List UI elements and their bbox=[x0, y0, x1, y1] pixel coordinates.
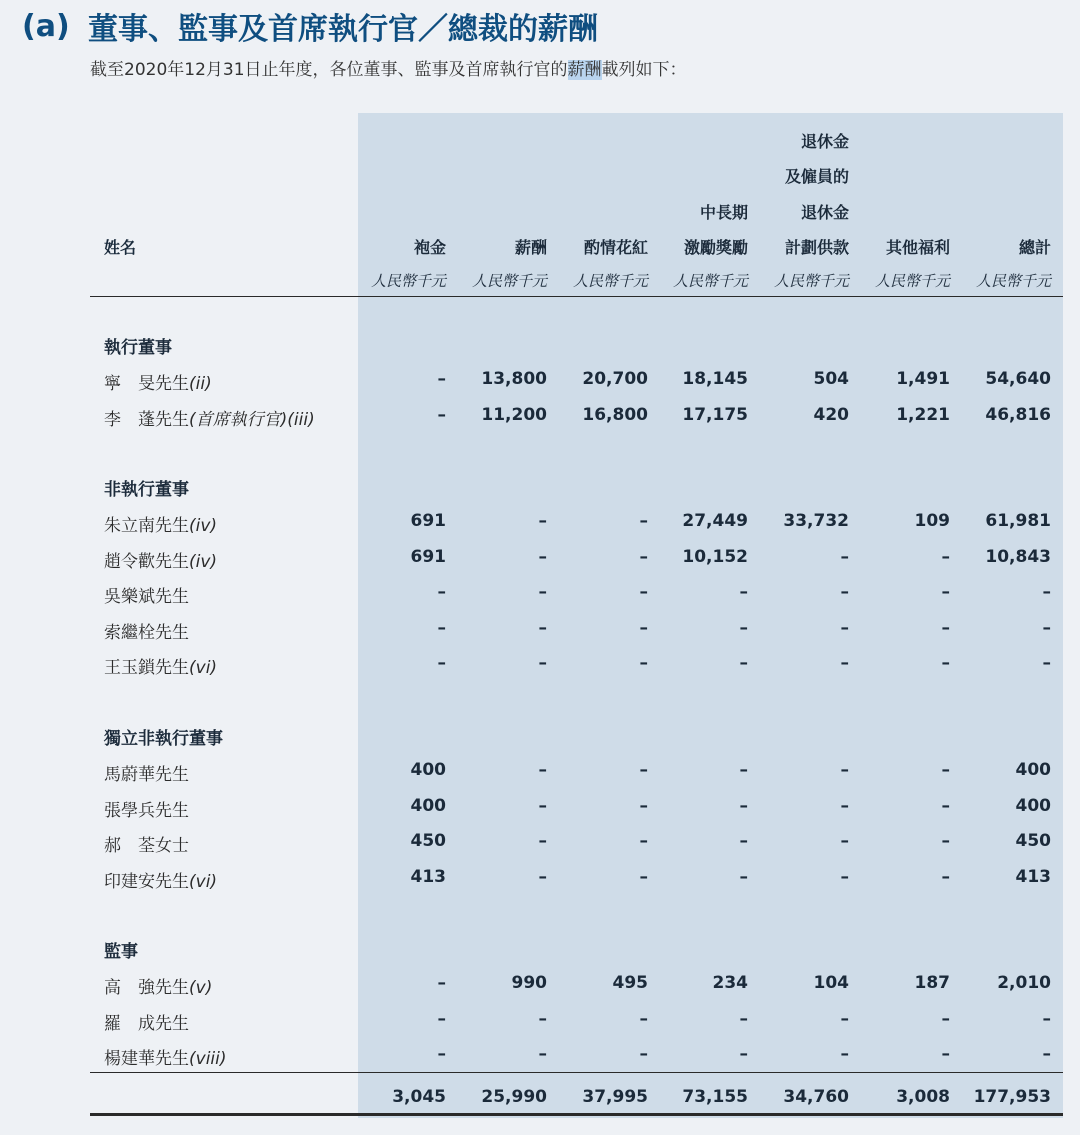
table-cell: – bbox=[739, 1044, 748, 1064]
column-header-line: 中長期 bbox=[699, 202, 748, 222]
table-cell: 109 bbox=[914, 511, 950, 531]
table-cell: 33,732 bbox=[783, 511, 849, 531]
table-row-name bbox=[104, 760, 189, 785]
table-cell: – bbox=[639, 582, 648, 602]
person-name: 寧 旻先生 bbox=[104, 374, 189, 394]
footnote-ref: (v) bbox=[189, 978, 213, 998]
table-cell: – bbox=[538, 582, 547, 602]
table-cell: – bbox=[639, 831, 648, 851]
total-cell: 177,953 bbox=[973, 1087, 1051, 1107]
footnote-ref: (viii) bbox=[189, 1049, 227, 1069]
total-cell: 3,045 bbox=[392, 1087, 446, 1107]
section-title: 非執行董事 bbox=[104, 480, 189, 500]
table-cell: – bbox=[538, 511, 547, 531]
table-cell: – bbox=[941, 582, 950, 602]
table-cell: – bbox=[840, 795, 849, 816]
person-name: 印建安先生 bbox=[104, 871, 189, 892]
table-cell: – bbox=[1042, 1044, 1051, 1064]
subtitle-text-after: 載列如下： bbox=[601, 60, 687, 80]
column-header-line: 退休金 bbox=[800, 202, 849, 222]
subtitle-highlight: 薪酬 bbox=[567, 60, 602, 80]
person-name: 楊建華先生 bbox=[104, 1049, 189, 1069]
total-bottom-rule bbox=[90, 1113, 1063, 1116]
table-cell: – bbox=[437, 1008, 446, 1029]
total-top-rule bbox=[90, 1072, 1063, 1073]
total-cell: 34,760 bbox=[783, 1087, 849, 1107]
table-cell: – bbox=[437, 369, 446, 389]
table-cell: – bbox=[538, 617, 547, 638]
table-row-name bbox=[104, 369, 212, 394]
table-row-name bbox=[104, 1009, 189, 1034]
table-cell: – bbox=[639, 653, 648, 673]
table-cell: – bbox=[538, 653, 547, 673]
table-cell: – bbox=[437, 973, 446, 993]
person-name: 張學兵先生 bbox=[104, 800, 189, 821]
column-header-line: 計劃供款 bbox=[784, 238, 849, 257]
table-cell: – bbox=[1042, 1008, 1051, 1029]
column-header-line: 及僱員的 bbox=[784, 167, 849, 186]
table-cell: 450 bbox=[1015, 831, 1051, 851]
table-cell: – bbox=[538, 1044, 547, 1064]
column-header-line: 其他福利 bbox=[885, 238, 950, 257]
table-cell: 413 bbox=[1015, 866, 1051, 887]
table-cell: – bbox=[840, 1044, 849, 1064]
table-cell: 2,010 bbox=[997, 973, 1051, 993]
column-unit: 人民幣千元 bbox=[773, 272, 849, 290]
table-cell: – bbox=[840, 760, 849, 780]
table-cell: – bbox=[941, 795, 950, 816]
table-cell: 61,981 bbox=[985, 511, 1051, 531]
column-unit: 人民幣千元 bbox=[370, 272, 446, 290]
table-cell: – bbox=[739, 1008, 748, 1029]
table-cell: – bbox=[437, 404, 446, 425]
person-name: 王玉鎖先生 bbox=[104, 658, 189, 678]
column-header-line: 退休金 bbox=[800, 131, 849, 151]
heading-title: 董事、監事及首席執行官／總裁的薪酬 bbox=[88, 12, 598, 47]
table-cell: – bbox=[840, 546, 849, 567]
person-name: 郝 荃女士 bbox=[104, 836, 189, 856]
table-cell: – bbox=[437, 1044, 446, 1064]
column-header-line: 薪酬 bbox=[514, 238, 547, 257]
table-cell: – bbox=[538, 1008, 547, 1029]
footnote-ref: (vi) bbox=[189, 871, 218, 892]
table-cell: – bbox=[739, 582, 748, 602]
table-row-name bbox=[104, 405, 315, 430]
table-cell: – bbox=[1042, 582, 1051, 602]
table-row-name bbox=[104, 1044, 227, 1069]
subtitle-text-before: 截至2020年12月31日止年度，各位董事、監事及首席執行官的 bbox=[90, 60, 568, 80]
person-name: 李 蓬先生 bbox=[104, 409, 189, 430]
total-cell: 3,008 bbox=[896, 1087, 950, 1107]
table-row-name bbox=[104, 796, 189, 821]
column-header-line: 袍金 bbox=[413, 238, 446, 257]
person-name: 羅 成先生 bbox=[104, 1013, 189, 1034]
table-cell: – bbox=[941, 1044, 950, 1064]
table-cell: – bbox=[739, 653, 748, 673]
table-cell: – bbox=[437, 653, 446, 673]
table-cell: – bbox=[840, 866, 849, 887]
table-cell: 10,843 bbox=[985, 546, 1051, 567]
table-row-name bbox=[104, 547, 217, 572]
column-unit: 人民幣千元 bbox=[572, 272, 648, 290]
heading-label: (a) bbox=[22, 8, 70, 44]
table-cell: 16,800 bbox=[582, 404, 648, 425]
table-cell: 11,200 bbox=[481, 404, 547, 425]
table-cell: – bbox=[840, 1008, 849, 1029]
table-cell: – bbox=[538, 795, 547, 816]
table-cell: 400 bbox=[1015, 795, 1051, 816]
table-cell: 17,175 bbox=[682, 404, 748, 425]
table-cell: 413 bbox=[410, 866, 446, 887]
table-cell: 400 bbox=[410, 795, 446, 816]
section-title: 獨立非執行董事 bbox=[104, 729, 223, 749]
section-heading bbox=[22, 4, 598, 48]
table-row-name bbox=[104, 511, 217, 536]
column-header-line: 總計 bbox=[1018, 238, 1051, 257]
total-cell: 73,155 bbox=[682, 1087, 748, 1107]
name-column-header: 姓名 bbox=[104, 238, 137, 257]
table-cell: – bbox=[639, 866, 648, 887]
table-row-name bbox=[104, 582, 189, 607]
table-cell: 234 bbox=[712, 973, 748, 993]
table-cell: – bbox=[437, 582, 446, 602]
table-cell: 495 bbox=[612, 973, 648, 993]
person-name: 索繼栓先生 bbox=[104, 622, 189, 643]
person-name: 高 強先生 bbox=[104, 978, 189, 998]
table-cell: – bbox=[739, 831, 748, 851]
total-cell: 37,995 bbox=[582, 1087, 648, 1107]
section-title: 執行董事 bbox=[104, 338, 172, 358]
table-cell: 420 bbox=[813, 404, 849, 425]
table-cell: 13,800 bbox=[481, 369, 547, 389]
section-title: 監事 bbox=[104, 942, 138, 962]
table-cell: – bbox=[739, 866, 748, 887]
table-cell: – bbox=[941, 653, 950, 673]
column-unit: 人民幣千元 bbox=[471, 272, 547, 290]
table-cell: 46,816 bbox=[985, 404, 1051, 425]
table-cell: – bbox=[840, 831, 849, 851]
table-cell: 18,145 bbox=[682, 369, 748, 389]
table-cell: – bbox=[639, 795, 648, 816]
table-cell: – bbox=[941, 831, 950, 851]
table-cell: – bbox=[639, 1044, 648, 1064]
table-cell: – bbox=[1042, 653, 1051, 673]
footnote-ref: (首席執行官)(iii) bbox=[189, 409, 315, 430]
table-cell: 400 bbox=[410, 760, 446, 780]
table-row-name bbox=[104, 867, 217, 892]
column-header-line: 酌情花紅 bbox=[583, 238, 648, 257]
person-name: 趙令歡先生 bbox=[104, 551, 189, 572]
column-header-line: 激勵獎勵 bbox=[683, 238, 748, 257]
column-unit: 人民幣千元 bbox=[672, 272, 748, 290]
table-cell: 104 bbox=[813, 973, 849, 993]
table-cell: 54,640 bbox=[985, 369, 1051, 389]
table-cell: – bbox=[941, 546, 950, 567]
table-row-name bbox=[104, 653, 217, 678]
footnote-ref: (ii) bbox=[189, 374, 212, 394]
column-unit: 人民幣千元 bbox=[874, 272, 950, 290]
table-cell: 990 bbox=[511, 973, 547, 993]
footnote-ref: (iv) bbox=[189, 551, 218, 572]
table-cell: – bbox=[639, 1008, 648, 1029]
table-cell: – bbox=[840, 617, 849, 638]
table-cell: – bbox=[437, 617, 446, 638]
table-cell: 400 bbox=[1015, 760, 1051, 780]
column-unit: 人民幣千元 bbox=[975, 272, 1051, 290]
table-cell: 27,449 bbox=[682, 511, 748, 531]
table-cell: 691 bbox=[410, 546, 446, 567]
table-cell: – bbox=[538, 831, 547, 851]
table-cell: 504 bbox=[813, 369, 849, 389]
table-cell: – bbox=[639, 760, 648, 780]
table-shaded-area bbox=[358, 113, 1063, 1118]
table-cell: – bbox=[1042, 617, 1051, 638]
table-cell: – bbox=[941, 1008, 950, 1029]
table-row-name bbox=[104, 831, 189, 856]
person-name: 朱立南先生 bbox=[104, 516, 189, 536]
table-row-name bbox=[104, 973, 212, 998]
header-rule bbox=[90, 296, 1063, 297]
table-cell: – bbox=[739, 760, 748, 780]
table-cell: – bbox=[941, 866, 950, 887]
table-cell: – bbox=[639, 511, 648, 531]
table-cell: 450 bbox=[410, 831, 446, 851]
table-cell: 1,491 bbox=[896, 369, 950, 389]
table-cell: 1,221 bbox=[896, 404, 950, 425]
table-cell: – bbox=[941, 617, 950, 638]
table-row-name bbox=[104, 618, 189, 643]
table-cell: – bbox=[739, 617, 748, 638]
table-cell: 187 bbox=[914, 973, 950, 993]
table-cell: – bbox=[941, 760, 950, 780]
table-cell: – bbox=[639, 546, 648, 567]
table-cell: 10,152 bbox=[682, 546, 748, 567]
table-cell: – bbox=[538, 546, 547, 567]
table-cell: – bbox=[840, 582, 849, 602]
table-cell: 20,700 bbox=[582, 369, 648, 389]
person-name: 馬蔚華先生 bbox=[104, 765, 189, 785]
footnote-ref: (vi) bbox=[189, 658, 218, 678]
person-name: 吳樂斌先生 bbox=[104, 587, 189, 607]
table-cell: – bbox=[739, 795, 748, 816]
table-cell: – bbox=[538, 760, 547, 780]
table-cell: 691 bbox=[410, 511, 446, 531]
table-cell: – bbox=[639, 617, 648, 638]
table-cell: – bbox=[840, 653, 849, 673]
subtitle bbox=[90, 55, 687, 80]
total-cell: 25,990 bbox=[481, 1087, 547, 1107]
footnote-ref: (iv) bbox=[189, 516, 218, 536]
table-cell: – bbox=[538, 866, 547, 887]
